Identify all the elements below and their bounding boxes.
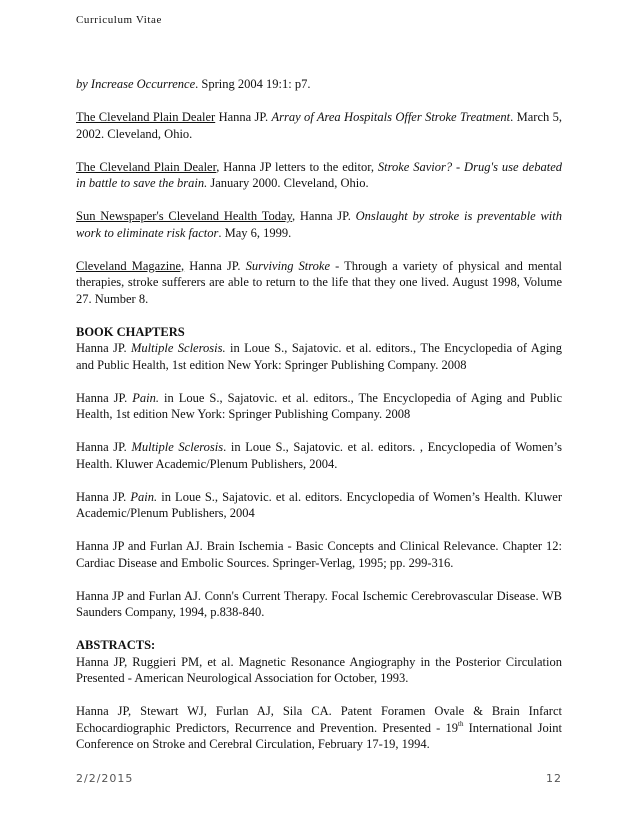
citation-entry xyxy=(76,159,562,192)
citation-entry xyxy=(76,258,562,308)
citation-text: Hanna JP. xyxy=(184,258,246,273)
work-title: Surviving Stroke xyxy=(245,258,331,273)
citation-entry xyxy=(76,208,562,241)
citation-text: th xyxy=(458,719,464,728)
citation-text: International Joint Conference on Stroke and Cerebral Circulation, February 17-19, 1994. xyxy=(76,720,562,751)
citation-text: Hanna JP. xyxy=(76,440,132,454)
footer-date: 2/2/2015 xyxy=(76,772,134,785)
citation-entry xyxy=(76,340,562,373)
publication-name: Cleveland Magazine, xyxy=(76,258,185,273)
page-header: Curriculum Vitae xyxy=(76,14,163,26)
citation-text: , Hanna JP. xyxy=(291,209,356,223)
footer-page-number: 12 xyxy=(546,772,562,785)
citation-text: Hanna JP and Furlan AJ. Conn's Current Therapy. Focal Ischemic Cerebrovascular Disease. WB Saunders Company, 1994, p.838-840. xyxy=(76,588,562,619)
citation-text: Hanna JP. xyxy=(76,390,133,405)
citation-text: Hanna JP and Furlan AJ. Brain Ischemia - Basic Concepts and Clinical Relevance. Chapter 12: Cardiac Disease and Embolic Sources. Springer-Verlag, 1995; pp. 299-316. xyxy=(76,539,562,570)
section-heading: ABSTRACTS: xyxy=(76,638,156,652)
citation-text: . Spring 2004 19:1: p7. xyxy=(195,77,311,91)
publication-name: The Cleveland Plain Dealer xyxy=(76,159,217,174)
section-heading: BOOK CHAPTERS xyxy=(76,324,185,339)
citation-text: , Hanna JP letters to the editor, xyxy=(216,159,378,174)
citation-text: Hanna JP, Ruggieri PM, et al. Magnetic Resonance Angiography in the Posterior Circulation Presented - American Neurological Association for October, 1993. xyxy=(76,654,562,685)
work-title: Pain. xyxy=(132,390,159,405)
citation-text: - Through a variety of physical and mental therapies, stroke sufferers are able to return to the life that they one lived. August 1998, Volume 27. Number 8. xyxy=(76,258,562,306)
citation-text: in Loue S., Sajatovic. et al. editors. Encyclopedia of Women’s Health. Kluwer Academic/Plenum Publishers, 2004 xyxy=(76,489,562,520)
citation-entry xyxy=(76,703,562,753)
work-title: Multiple Sclerosis. xyxy=(131,341,226,355)
citation-text: in Loue S., Sajatovic. et al. editors., The Encyclopedia of Aging and Public Health, 1st edition New York: Springer Publishing Company. 2008 xyxy=(76,390,563,421)
publication-name: The Cleveland Plain Dealer xyxy=(76,110,216,124)
work-title: Multiple Sclerosis xyxy=(131,440,224,454)
citation-text: . May 6, 1999. xyxy=(218,225,292,240)
citation-entry xyxy=(76,109,562,142)
page-footer xyxy=(76,772,562,785)
citation-text: Hanna JP. xyxy=(76,341,132,355)
citation-text: Hanna JP, Stewart WJ, Furlan AJ, Sila CA. Patent Foramen Ovale & Brain Infarct Echocardiographic Predictors, Recurrence and Prevention. Presented - 19 xyxy=(76,704,562,735)
document-body xyxy=(76,76,562,769)
citation-entry xyxy=(76,654,562,687)
citation-entry xyxy=(76,76,562,93)
work-title: Array of Area Hospitals Offer Stroke Treatment xyxy=(271,110,511,124)
citation-text: . March 5, 2002. Cleveland, Ohio. xyxy=(76,110,562,141)
citation-entry xyxy=(76,588,562,621)
citation-text: January 2000. Cleveland, Ohio. xyxy=(207,176,369,190)
work-title: Pain. xyxy=(130,489,158,504)
citation-text: in Loue S., Sajatovic. et al. editors., The Encyclopedia of Aging and Public Health, 1st edition New York: Springer Publishing Company. 2008 xyxy=(76,341,562,372)
citation-text: Hanna JP. xyxy=(215,110,272,124)
citation-entry xyxy=(76,538,562,571)
work-title: Onslaught by stroke is preventable with work to eliminate risk factor xyxy=(76,209,562,240)
citation-text: Hanna JP. xyxy=(76,489,131,504)
citation-text: . in Loue S., Sajatovic. et al. editors. , Encyclopedia of Women’s Health. Kluwer Academic/Plenum Publishers, 2004. xyxy=(76,440,562,471)
citation-entry xyxy=(76,439,562,472)
work-title: by Increase Occurrence xyxy=(76,77,196,91)
work-title: Stroke Savior? - Drug's use debated in battle to save the brain. xyxy=(76,159,562,190)
citation-entry xyxy=(76,489,562,522)
citation-entry xyxy=(76,390,562,423)
publication-name: Sun Newspaper's Cleveland Health Today xyxy=(76,209,292,223)
